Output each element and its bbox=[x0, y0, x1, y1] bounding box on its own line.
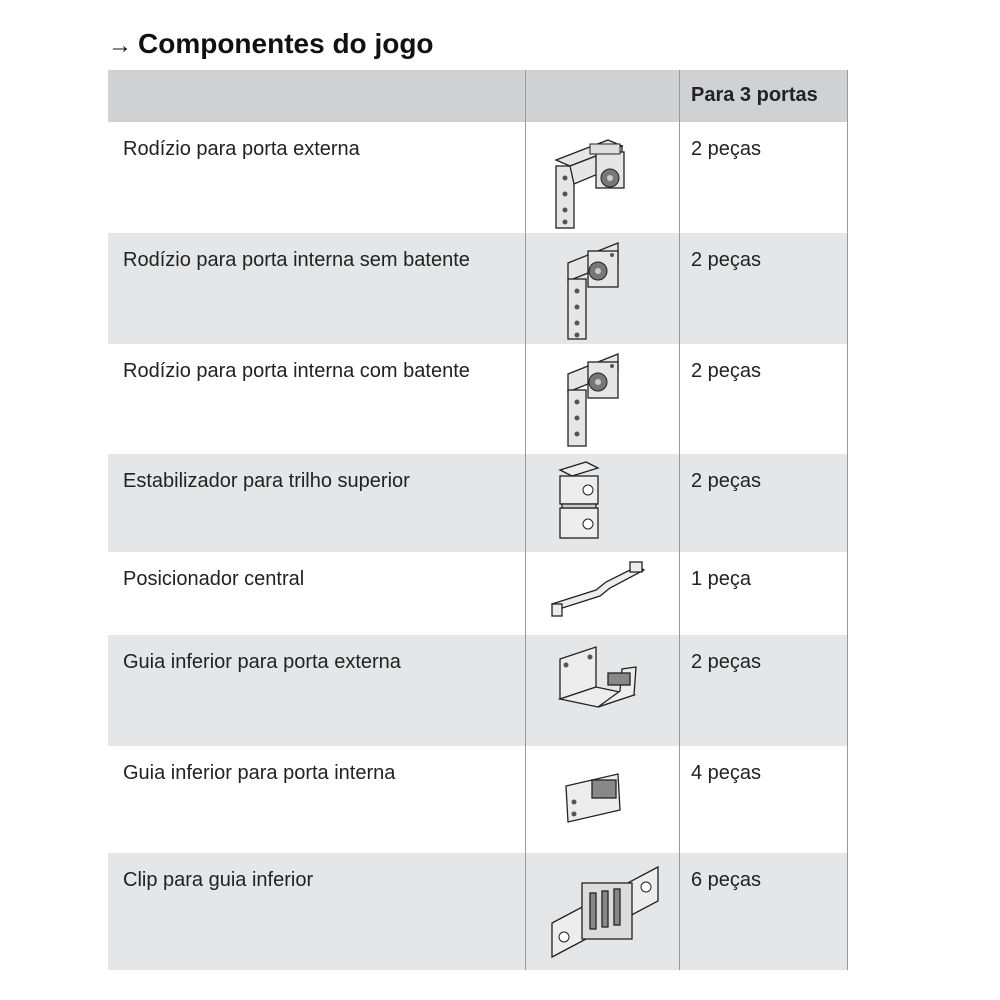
external-door-roller-icon bbox=[526, 122, 678, 233]
table-row bbox=[108, 454, 848, 552]
row-qty: 2 peças bbox=[691, 249, 762, 271]
row-qty: 4 peças bbox=[691, 762, 762, 784]
top-rail-stabilizer-icon bbox=[526, 454, 678, 552]
page-title bbox=[108, 28, 434, 60]
table-row bbox=[108, 122, 848, 233]
row-qty: 1 peça bbox=[691, 568, 752, 590]
page-title-text: Componentes do jogo bbox=[138, 28, 434, 59]
row-name: Rodízio para porta externa bbox=[123, 138, 360, 160]
row-name: Guia inferior para porta externa bbox=[123, 651, 401, 673]
column-divider bbox=[679, 70, 680, 970]
row-name: Rodízio para porta interna sem batente bbox=[123, 249, 470, 271]
table-row bbox=[108, 552, 848, 635]
row-qty: 2 peças bbox=[691, 360, 762, 382]
row-name: Estabilizador para trilho superior bbox=[123, 470, 410, 492]
table-row bbox=[108, 344, 848, 454]
components-table bbox=[108, 70, 848, 970]
arrow-right-icon: → bbox=[108, 32, 132, 59]
row-name: Clip para guia inferior bbox=[123, 869, 314, 891]
table-row bbox=[108, 746, 848, 853]
row-qty: 6 peças bbox=[691, 869, 762, 891]
row-name: Rodízio para porta interna com batente bbox=[123, 360, 470, 382]
bottom-guide-clip-icon bbox=[526, 853, 678, 970]
external-bottom-guide-icon bbox=[526, 635, 678, 746]
row-name: Guia inferior para porta interna bbox=[123, 762, 396, 784]
table-header bbox=[108, 70, 848, 122]
internal-door-roller-icon bbox=[526, 233, 678, 344]
header-qty: Para 3 portas bbox=[691, 84, 818, 106]
row-qty: 2 peças bbox=[691, 651, 762, 673]
table-row bbox=[108, 233, 848, 344]
column-divider bbox=[847, 70, 848, 970]
row-qty: 2 peças bbox=[691, 470, 762, 492]
central-positioner-icon bbox=[526, 552, 678, 635]
table-row bbox=[108, 635, 848, 746]
internal-door-roller-stop-icon bbox=[526, 344, 678, 454]
table-row bbox=[108, 853, 848, 970]
internal-bottom-guide-icon bbox=[526, 746, 678, 853]
column-divider bbox=[525, 70, 526, 970]
row-name: Posicionador central bbox=[123, 568, 305, 590]
row-qty: 2 peças bbox=[691, 138, 762, 160]
